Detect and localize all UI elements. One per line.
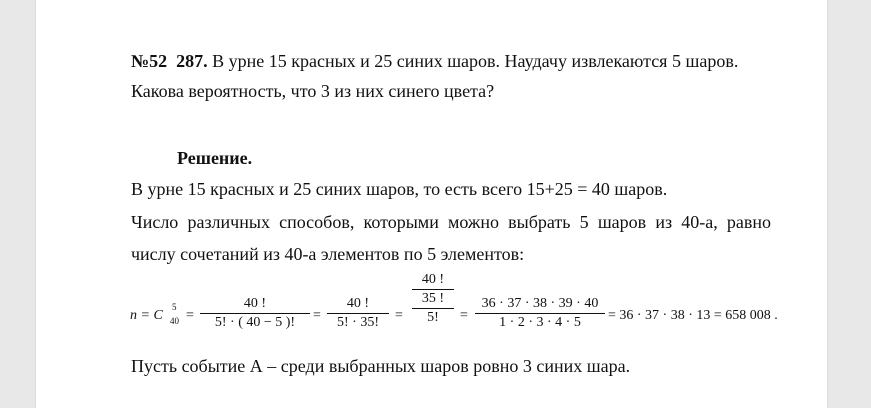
formula-eq-2: = xyxy=(313,308,321,323)
fraction-2-num: 40 ! xyxy=(346,296,370,311)
fraction-4-bar xyxy=(475,313,605,314)
fraction-1-num: 40 ! xyxy=(243,296,267,311)
document-page xyxy=(36,0,827,408)
solution-heading xyxy=(177,147,252,169)
formula-sup: 5 xyxy=(172,302,177,312)
task-number: 287. xyxy=(176,51,208,71)
fraction-4-den: 1 · 2 · 3 · 4 · 5 xyxy=(499,315,581,330)
formula-eq-1: = xyxy=(186,308,194,323)
formula-eq-4: = xyxy=(460,308,468,323)
problem-text-1: В урне 15 красных и 25 синих шаров. Наудачу извлекаются 5 шаров. xyxy=(212,51,739,71)
formula-lhs-text: n = C xyxy=(130,308,163,323)
fraction-3 xyxy=(412,272,454,326)
fraction-4-num: 36 · 37 · 38 · 39 · 40 xyxy=(481,296,599,311)
fraction-3-den: 5! xyxy=(427,310,439,325)
solution-last-line: Пусть событие А – среди выбранных шаров ровно 3 синих шара. xyxy=(131,356,631,376)
formula-sub: 40 xyxy=(170,316,179,326)
fraction-3-inner-num: 40 ! xyxy=(421,272,445,287)
formula-result: = 36 · 37 · 38 · 13 = 658 008 . xyxy=(608,308,778,323)
fraction-2 xyxy=(327,296,389,331)
fraction-1-den: 5! · ( 40 − 5 )! xyxy=(214,315,296,330)
fraction-3-bar xyxy=(412,308,454,309)
fraction-4 xyxy=(475,296,605,331)
fraction-3-inner-den: 35 ! xyxy=(421,291,445,306)
formula-lhs xyxy=(130,308,163,324)
fraction-2-bar xyxy=(327,313,389,314)
combination-formula xyxy=(130,272,780,352)
solution-heading-text: Решение. xyxy=(177,148,253,168)
problem-line-2: Какова вероятность, что 3 из них синего цвета? xyxy=(131,81,495,101)
solution-line-1: В урне 15 красных и 25 синих шаров, то есть всего 15+25 = 40 шаров. xyxy=(131,179,668,199)
formula-eq-3: = xyxy=(395,308,403,323)
solution-line-2: Число различных способов, которыми можно выбрать 5 шаров из 40-а, равно xyxy=(131,212,771,232)
fraction-2-den: 5! · 35! xyxy=(337,315,379,330)
problem-line-1 xyxy=(131,50,738,72)
fraction-1-bar xyxy=(200,313,310,314)
problem-number: №52 xyxy=(131,51,168,71)
fraction-1 xyxy=(200,296,310,331)
fraction-3-inner-bar xyxy=(412,289,454,290)
solution-line-3: числу сочетаний из 40-а элементов по 5 элементов: xyxy=(131,244,525,264)
